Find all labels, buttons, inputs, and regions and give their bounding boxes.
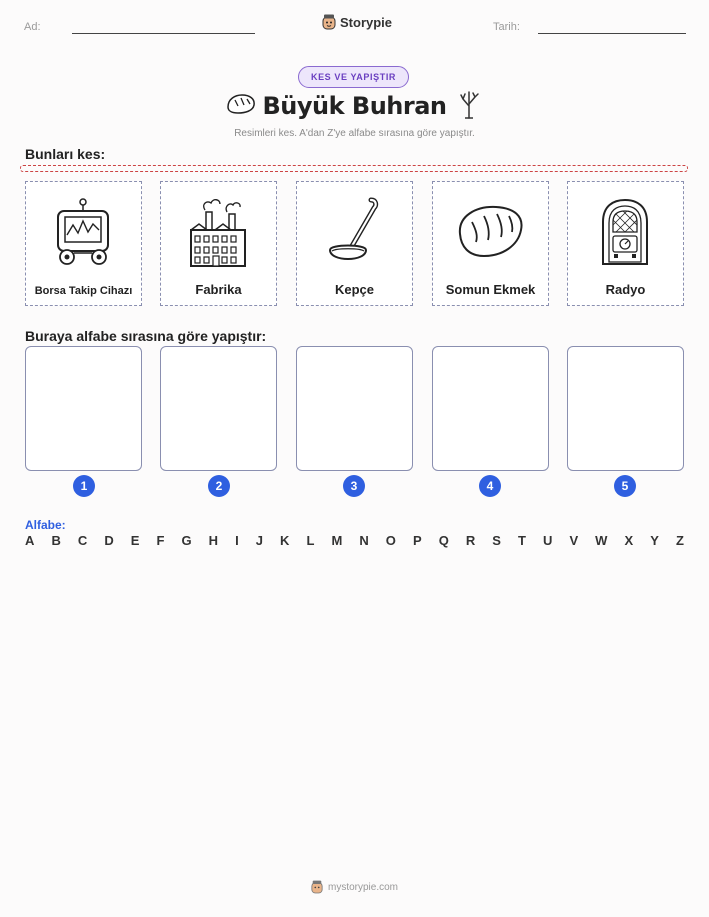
alphabet-letter: J [255,533,263,548]
card-label: Borsa Takip Cihazı [34,285,133,297]
alphabet-row [25,533,684,548]
alphabet-letter: N [359,533,369,548]
cut-card-factory[interactable] [160,181,277,306]
activity-badge: KES VE YAPIŞTIR [298,66,409,88]
page-title: Büyük Buhran [262,92,447,120]
cut-line [20,165,688,172]
alphabet-letter: X [624,533,634,548]
cut-card-bread[interactable] [432,181,549,306]
alphabet-letter: T [518,533,526,548]
factory-icon [187,196,249,268]
alphabet-letter: B [51,533,61,548]
paste-box-1[interactable] [25,346,142,471]
paste-box-2[interactable] [160,346,277,471]
slot-number-2: 2 [208,475,230,497]
alphabet-letter: I [235,533,239,548]
brand-logo [322,14,392,30]
footer [0,880,709,894]
storypie-mascot-icon [311,880,323,894]
card-label: Fabrika [195,282,242,297]
slot-number-4: 4 [479,475,501,497]
alphabet-letter: S [492,533,501,548]
slot-number-3: 3 [343,475,365,497]
bread-loaf-icon [454,202,526,262]
stock-ticker-icon [52,197,114,267]
alphabet-letter: F [156,533,165,548]
card-label: Radyo [605,282,646,297]
alphabet-letter: Q [438,533,449,548]
card-label: Kepçe [334,282,375,297]
paste-heading: Buraya alfabe sırasına göre yapıştır: [25,328,267,344]
storypie-mascot-icon [322,14,336,30]
alphabet-letter: C [77,533,88,548]
radio-icon [597,196,653,268]
alphabet-letter: A [25,533,35,548]
alphabet-letter: R [465,533,476,548]
date-label: Tarih: [493,21,520,33]
alphabet-letter: D [104,533,114,548]
date-line[interactable] [538,33,686,34]
alphabet-letter: O [385,533,396,548]
card-label: Somun Ekmek [445,282,536,297]
alphabet-letter: U [543,533,553,548]
paste-box-4[interactable] [432,346,549,471]
ladle-icon [324,196,384,268]
name-line[interactable] [72,33,255,34]
alphabet-letter: Y [650,533,659,548]
footer-url: mystorypie.com [327,881,398,893]
cut-card-stock-ticker[interactable] [25,181,142,306]
alphabet-letter: G [181,533,192,548]
slot-number-1: 1 [73,475,95,497]
brand-name: Storypie [340,14,393,30]
alphabet-letter: K [280,533,290,548]
paste-box-3[interactable] [296,346,413,471]
alphabet-letter: H [208,533,219,548]
cut-heading: Bunları kes: [25,146,106,162]
alphabet-letter: P [412,533,422,548]
alphabet-letter: W [595,533,608,548]
paste-box-5[interactable] [567,346,684,471]
alphabet-letter: L [306,533,315,548]
bare-tree-icon [458,89,480,119]
alphabet-letter: Z [675,533,684,548]
alphabet-letter: E [130,533,140,548]
cut-card-radio[interactable] [567,181,684,306]
alphabet-letter: M [331,533,343,548]
cut-card-ladle[interactable] [296,181,413,306]
slot-number-5: 5 [614,475,636,497]
alphabet-label: Alfabe: [25,518,66,532]
name-label: Ad: [24,21,41,33]
alphabet-letter: V [569,533,579,548]
instructions: Resimleri kes. A'dan Z'ye alfabe sırasına göre yapıştır. [234,128,475,139]
